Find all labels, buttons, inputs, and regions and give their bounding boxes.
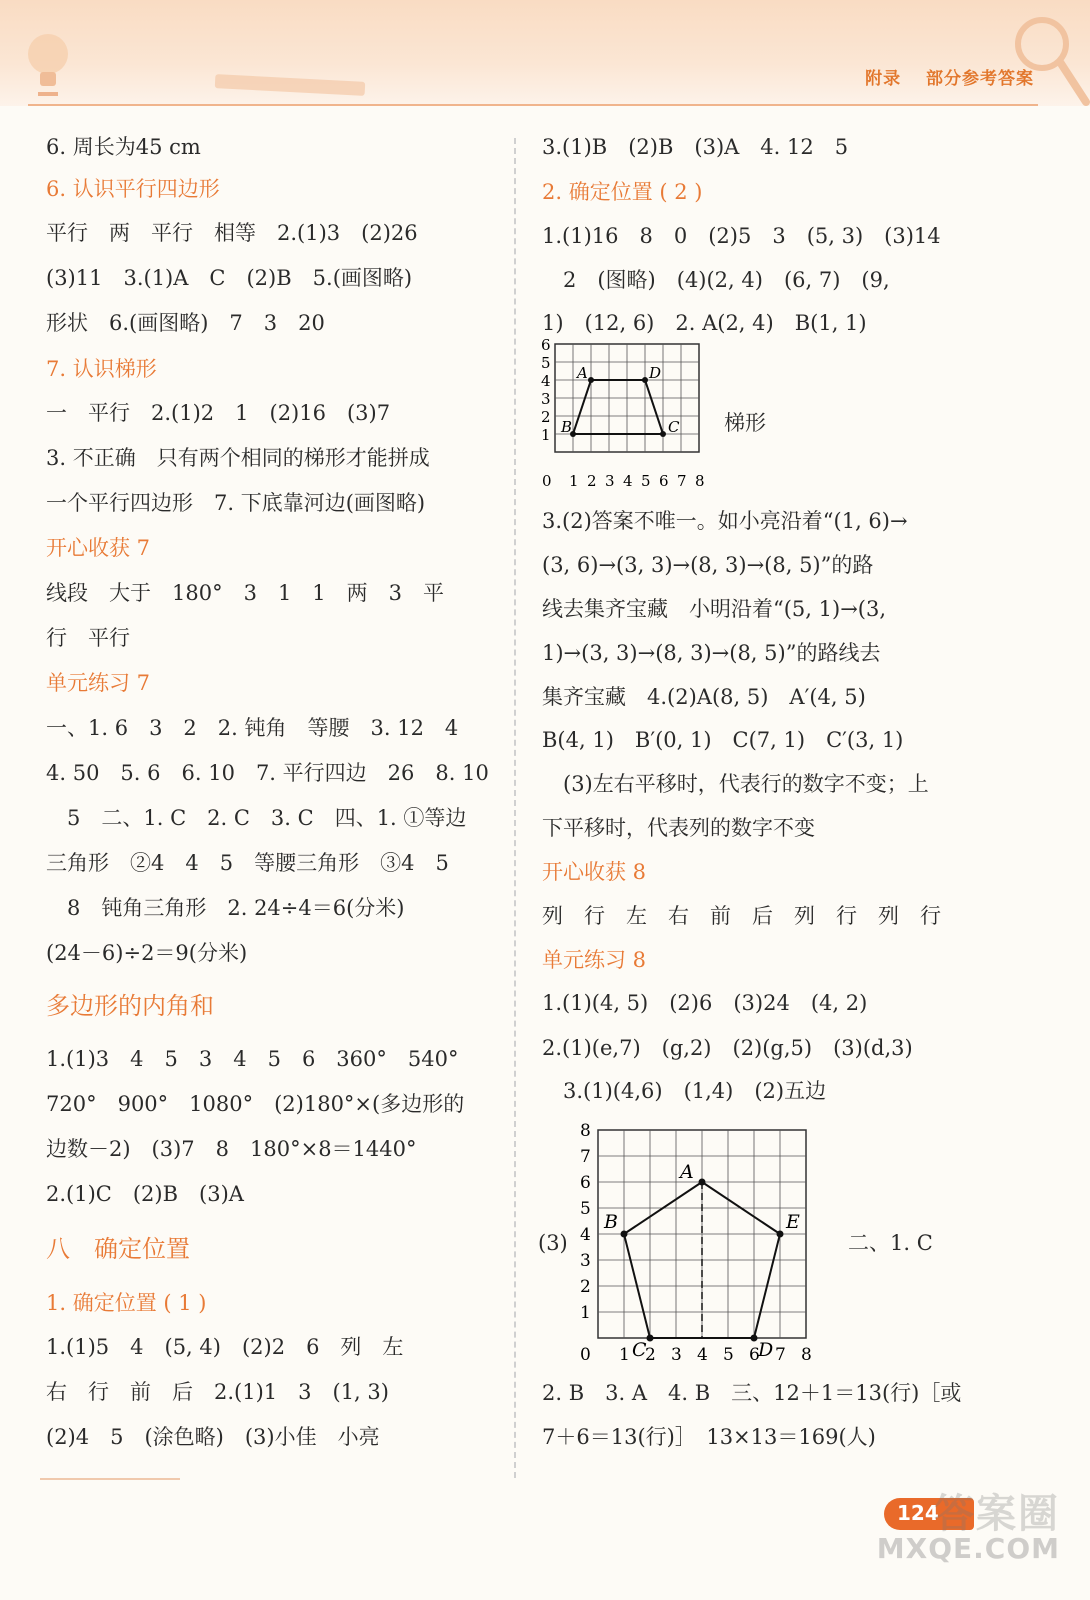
y-tick-label: 4 <box>580 1225 591 1245</box>
watermark-url: MXQE.COM <box>876 1532 1060 1565</box>
y-tick-label: 5 <box>541 354 551 372</box>
vertex-label: D <box>649 364 662 382</box>
lightbulb-icon <box>20 28 80 100</box>
answer-line: 线去集齐宝藏 小明沿着“(5, 1)→(3, <box>542 597 887 621</box>
x-tick-label: 4 <box>697 1345 708 1365</box>
section-title: 多边形的内角和 <box>46 992 214 1020</box>
answer-line: B(4, 1) B′(0, 1) C(7, 1) C′(3, 1) <box>542 728 904 752</box>
answer-line: (24－6)÷2＝9(分米) <box>46 941 248 965</box>
answer-line: (3)左右平移时，代表行的数字不变；上 <box>542 772 929 796</box>
x-tick-label: 5 <box>723 1345 734 1365</box>
vertex-label: E <box>786 1211 800 1233</box>
answer-line: 集齐宝藏 4.(2)A(8, 5) A′(4, 5) <box>542 685 866 709</box>
answer-line: 3.(2)答案不唯一。如小亮沿着“(1, 6)→ <box>542 509 908 533</box>
y-tick-label: 4 <box>541 372 551 390</box>
x-tick-label: 8 <box>801 1345 812 1365</box>
x-tick-label: 3 <box>671 1345 682 1365</box>
vertex-point <box>588 377 594 383</box>
x-tick-label: 8 <box>695 472 705 490</box>
y-tick-label: 2 <box>580 1277 591 1297</box>
answer-line: 边数－2) (3)7 8 180°×8＝1440° <box>46 1137 417 1161</box>
lesson-title: 6. 认识平行四边形 <box>46 177 220 201</box>
answer-line: (2)4 5 (涂色略) (3)小佳 小亮 <box>46 1425 380 1449</box>
vertex-point <box>699 1179 706 1186</box>
answer-line: 720° 900° 1080° (2)180°×(多边形的 <box>46 1092 465 1116</box>
lesson-title: 7. 认识梯形 <box>46 357 157 381</box>
footer-line <box>40 1478 180 1480</box>
lesson-title: 2. 确定位置 ( 2 ) <box>542 180 703 204</box>
vertex-label: A <box>680 1161 694 1183</box>
answer-line: 1)→(3, 3)→(8, 3)→(8, 5)”的路线去 <box>542 641 881 665</box>
x-tick-label: 7 <box>677 472 687 490</box>
answer-line: 右 行 前 后 2.(1)1 3 (1, 3) <box>46 1380 389 1404</box>
figure-label: 梯形 <box>724 411 766 435</box>
answer-line: 7＋6＝13(行)］ 13×13＝169(人) <box>542 1425 876 1449</box>
answer-line: 形状 6.(画图略) 7 3 20 <box>46 311 325 335</box>
lesson-title: 开心收获 8 <box>542 860 647 884</box>
y-tick-label: 3 <box>541 390 551 408</box>
vertex-point <box>647 1335 654 1342</box>
answer-line: 3.(1)B (2)B (3)A 4. 12 5 <box>542 135 849 159</box>
vertex-point <box>777 1231 784 1238</box>
x-tick-label: 1 <box>619 1345 630 1365</box>
answer-line: 线段 大于 180° 3 1 1 两 3 平 <box>46 581 445 605</box>
answer-line: 平行 两 平行 相等 2.(1)3 (2)26 <box>46 221 418 245</box>
answer-line: 一个平行四边形 7. 下底靠河边(画图略) <box>46 491 426 515</box>
answer-line: 1.(1)5 4 (5, 4) (2)2 6 列 左 <box>46 1335 404 1359</box>
y-tick-label: 1 <box>541 426 551 444</box>
x-tick-label: 2 <box>587 472 597 490</box>
vertex-label: D <box>758 1339 774 1361</box>
trapezoid-grid-figure <box>538 336 708 494</box>
answer-line: 行 平行 <box>46 626 130 650</box>
y-tick-label: 6 <box>580 1173 591 1193</box>
y-tick-label: 1 <box>580 1303 591 1323</box>
y-tick-label: 5 <box>580 1199 591 1219</box>
answer-line: 5 二、1. C 2. C 3. C 四、1. ①等边 <box>46 806 467 830</box>
figure-label: (3) <box>538 1231 568 1255</box>
x-tick-label: 6 <box>659 472 669 490</box>
y-tick-label: 3 <box>580 1251 591 1271</box>
column-divider <box>514 138 516 1478</box>
answer-line: 1.(1)16 8 0 (2)5 3 (5, 3) (3)14 <box>542 224 941 248</box>
trapezoid-shape <box>573 380 663 434</box>
x-tick-label: 1 <box>569 472 579 490</box>
answer-line: 1) (12, 6) 2. A(2, 4) B(1, 1) <box>542 311 867 335</box>
lesson-title: 1. 确定位置 ( 1 ) <box>46 1291 207 1315</box>
chapter-title: 八 确定位置 <box>46 1235 190 1263</box>
answer-line: 三角形 ②4 4 5 等腰三角形 ③4 5 <box>46 851 449 875</box>
answer-line: 一、1. 6 3 2 2. 钝角 等腰 3. 12 4 <box>46 716 459 740</box>
answer-line: 8 钝角三角形 2. 24÷4＝6(分米) <box>46 896 405 920</box>
answer-line: 2.(1)C (2)B (3)A <box>46 1182 244 1206</box>
x-tick-label: 5 <box>641 472 651 490</box>
x-tick-label: 3 <box>605 472 615 490</box>
answer-line: (3, 6)→(3, 3)→(8, 3)→(8, 5)”的路 <box>542 553 874 577</box>
answer-line: 下平移时，代表列的数字不变 <box>542 816 815 840</box>
answer-line: (3)11 3.(1)A C (2)B 5.(画图略) <box>46 266 413 290</box>
page-header <box>847 64 1034 89</box>
answer-line: 3.(1)(4,6) (1,4) (2)五边 <box>542 1079 827 1103</box>
lesson-title: 单元练习 7 <box>46 671 151 695</box>
answer-line: 2 (图略) (4)(2, 4) (6, 7) (9, <box>542 268 890 292</box>
answer-line: 1.(1)(4, 5) (2)6 (3)24 (4, 2) <box>542 991 868 1015</box>
pentagon-grid-figure <box>572 1121 822 1370</box>
lesson-title: 开心收获 7 <box>46 536 151 560</box>
answer-line: 2. B 3. A 4. B 三、12＋1＝13(行)［或 <box>542 1381 962 1405</box>
x-tick-label: 0 <box>542 472 552 490</box>
answer-line: 4. 50 5. 6 6. 10 7. 平行四边 26 8. 10 <box>46 761 489 785</box>
x-tick-label: 2 <box>645 1345 656 1365</box>
answer-line: 一 平行 2.(1)2 1 (2)16 (3)7 <box>46 401 391 425</box>
x-tick-label: 0 <box>580 1345 591 1365</box>
x-tick-label: 7 <box>775 1345 786 1365</box>
answer-line: 3. 不正确 只有两个相同的梯形才能拼成 <box>46 446 430 470</box>
answer-line: 6. 周长为45 cm <box>46 135 201 159</box>
answer-line: 列 行 左 右 前 后 列 行 列 行 <box>542 904 941 928</box>
y-tick-label: 6 <box>541 336 551 354</box>
magnifier-icon <box>1010 12 1090 106</box>
header-band <box>0 0 1090 106</box>
y-tick-label: 7 <box>580 1147 591 1167</box>
answer-line: 1.(1)3 4 5 3 4 5 6 360° 540° <box>46 1047 459 1071</box>
y-tick-label: 8 <box>580 1121 591 1141</box>
answer-line: 二、1. C <box>848 1231 933 1255</box>
x-tick-label: 4 <box>623 472 633 490</box>
vertex-label: B <box>561 418 573 436</box>
page-number: 124 <box>897 1501 939 1525</box>
vertex-point <box>660 431 666 437</box>
vertex-point <box>751 1335 758 1342</box>
vertex-label: C <box>668 418 680 436</box>
watermark-logo: 答案圈 <box>934 1491 1060 1537</box>
vertex-label: B <box>604 1211 618 1233</box>
header-appendix: 附录 <box>865 69 902 89</box>
x-tick-label: 6 <box>749 1345 760 1365</box>
header-section: 部分参考答案 <box>926 69 1034 89</box>
header-divider <box>28 104 1038 106</box>
decorative-stripe <box>215 74 366 96</box>
y-tick-label: 2 <box>541 408 551 426</box>
lesson-title: 单元练习 8 <box>542 948 647 972</box>
vertex-point <box>621 1231 628 1238</box>
vertex-point <box>642 377 648 383</box>
vertex-label: A <box>577 364 588 382</box>
answer-line: 2.(1)(e,7) (g,2) (2)(g,5) (3)(d,3) <box>542 1036 913 1060</box>
vertex-label: C <box>632 1339 647 1361</box>
